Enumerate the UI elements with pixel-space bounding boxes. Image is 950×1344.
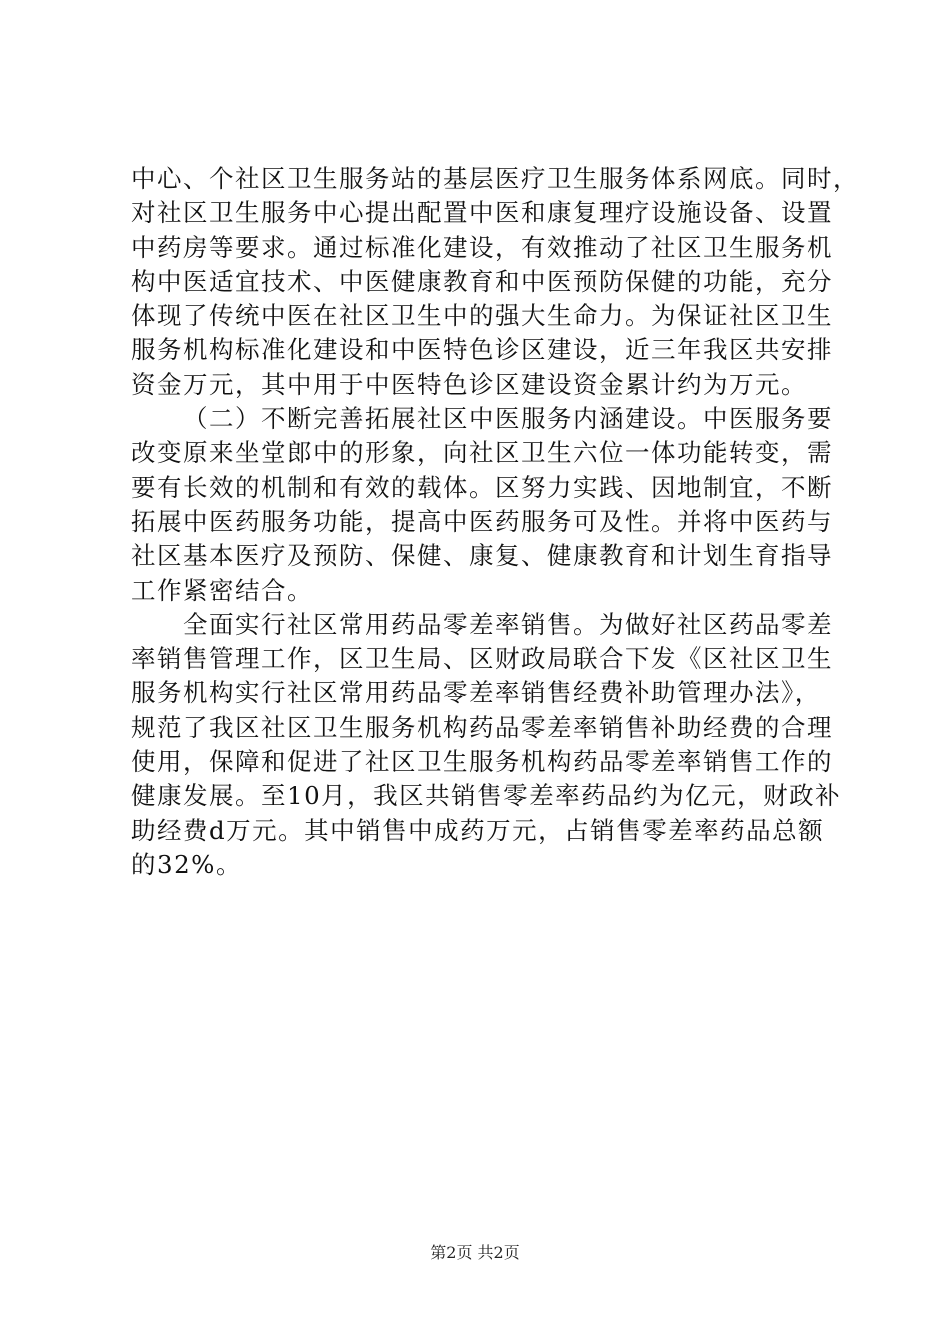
text-line: 健康发展。至10月，我区共销售零差率药品约为亿元，财政补 — [131, 781, 842, 811]
page-footer: 第2页 共2页 — [430, 1243, 520, 1262]
text-line: 要有长效的机制和有效的载体。区努力实践、因地制宜，不断 — [131, 472, 833, 502]
text-line: 中药房等要求。通过标准化建设，有效推动了社区卫生服务机 — [131, 232, 833, 262]
text-line: 服务机构实行社区常用药品零差率销售经费补助管理办法》， — [131, 678, 821, 708]
text-line: 的32%。 — [131, 849, 242, 879]
paragraph-zero-markup-sales — [131, 608, 842, 882]
text-line: 使用，保障和促进了社区卫生服务机构药品零差率销售工作的 — [131, 747, 833, 777]
text-line: 社区基本医疗及预防、保健、康复、健康教育和计划生育指导 — [131, 541, 833, 571]
text-line: （二）不断完善拓展社区中医服务内涵建设。中医服务要 — [183, 404, 833, 434]
text-line: 构中医适宜技术、中医健康教育和中医预防保健的功能，充分 — [131, 266, 833, 296]
text-line: 中心、个社区卫生服务站的基层医疗卫生服务体系网底。同时， — [131, 164, 859, 193]
text-line: 助经费d万元。其中销售中成药万元，占销售零差率药品总额 — [131, 815, 825, 845]
text-line: 全面实行社区常用药品零差率销售。为做好社区药品零差 — [183, 609, 833, 639]
text-line: 工作紧密结合。 — [131, 575, 313, 605]
paragraph-standardization — [131, 162, 859, 402]
text-line: 服务机构标准化建设和中医特色诊区建设，近三年我区共安排 — [131, 335, 833, 365]
text-line: 拓展中医药服务功能，提高中医药服务可及性。并将中医药与 — [131, 506, 833, 536]
text-line: 对社区卫生服务中心提出配置中医和康复理疗设施设备、设置 — [131, 198, 833, 228]
text-line: 体现了传统中医在社区卫生中的强大生命力。为保证社区卫生 — [131, 301, 833, 331]
text-line: 资金万元，其中用于中医特色诊区建设资金累计约为万元。 — [131, 369, 807, 399]
document-body — [131, 162, 859, 882]
text-line: 改变原来坐堂郎中的形象，向社区卫生六位一体功能转变，需 — [131, 438, 833, 468]
paragraph-service-connotation — [131, 402, 831, 608]
text-line: 规范了我区社区卫生服务机构药品零差率销售补助经费的合理 — [131, 712, 833, 742]
text-line: 率销售管理工作，区卫生局、区财政局联合下发《区社区卫生 — [131, 644, 833, 674]
